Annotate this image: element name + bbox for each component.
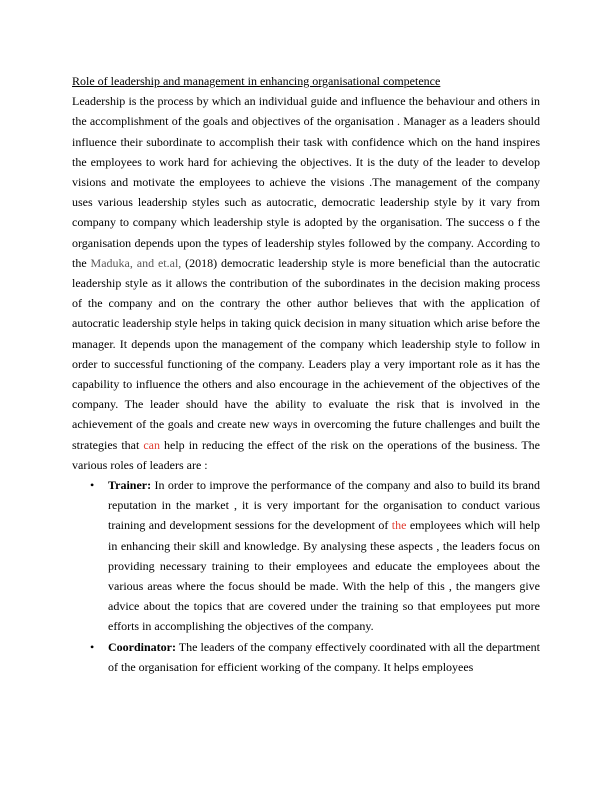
highlighted-word: can — [143, 437, 160, 452]
roles-list — [72, 475, 540, 677]
highlighted-word: the — [391, 518, 407, 533]
role-term: Coordinator: — [108, 639, 176, 654]
bullet-icon: • — [90, 639, 95, 654]
bullet-icon: • — [90, 478, 95, 493]
role-text: In order to improve the performance of the company and also to build its brand reputation in the market , it is very important for the organisation to conduct various training and development sessions for the development of — [108, 478, 540, 533]
document-body — [72, 71, 540, 677]
paragraph-text-3: help in reducing the effect of the risk on the operations of the business. The various roles of leaders are : — [72, 437, 540, 472]
paragraph-text-1: Leadership is the process by which an individual guide and influence the behaviour and others in the accomplishment of the goals and objectives of the organisation . Manager as a leaders should influence their subordinate to accomplish their task with confidence which on the hand inspires the employees to work hard for achieving the objectives. It is the duty of the leader to develop visions and motivate the employees to achieve the visions .The management of the company uses various leadership styles such as autocratic, democratic leadership style by it vary from company to company which leadership style is adopted by the organisation. The success o f the organisation depends upon the types of leadership styles followed by the company. According to the — [72, 94, 540, 270]
paragraph-text-2: (2018) democratic leadership style is more beneficial than the autocratic leadership style as it allows the contribution of the subordinates in the decision making process of the company and on the contrary the other author believes that with the application of autocratic leadership style helps in taking quick decision in many situation which arise before the manager. It depends upon the management of the company which leadership style to follow in order to successful functioning of the company. Leaders play a very important role as it has the capability to influence the others and also encourage in the achievement of the objectives of the company. The leader should have the ability to evaluate the risk that is involved in the achievement of the goals and create new ways in overcoming the future challenges and built the strategies that — [72, 255, 541, 452]
section-heading: Role of leadership and management in enhancing organisational competence — [72, 74, 441, 88]
intro-paragraph — [72, 91, 540, 475]
list-item-coordinator — [72, 637, 540, 677]
list-item-trainer — [72, 475, 540, 637]
citation-author: Maduka, and et.al, — [90, 255, 182, 270]
role-term: Trainer: — [108, 478, 152, 493]
role-text: The leaders of the company effectively coordinated with all the department of the organisation for efficient working of the company. It helps employees — [108, 639, 540, 674]
role-text-continued: employees which will help in enhancing their skill and knowledge. By analysing these aspects , the leaders focus on providing necessary training to their employees and educate the employees about the various areas where the focus should be made. With the help of this , the mangers give advice about the topics that are covered under the training so that employees put more efforts in accomplishing the objectives of the company. — [108, 518, 540, 634]
